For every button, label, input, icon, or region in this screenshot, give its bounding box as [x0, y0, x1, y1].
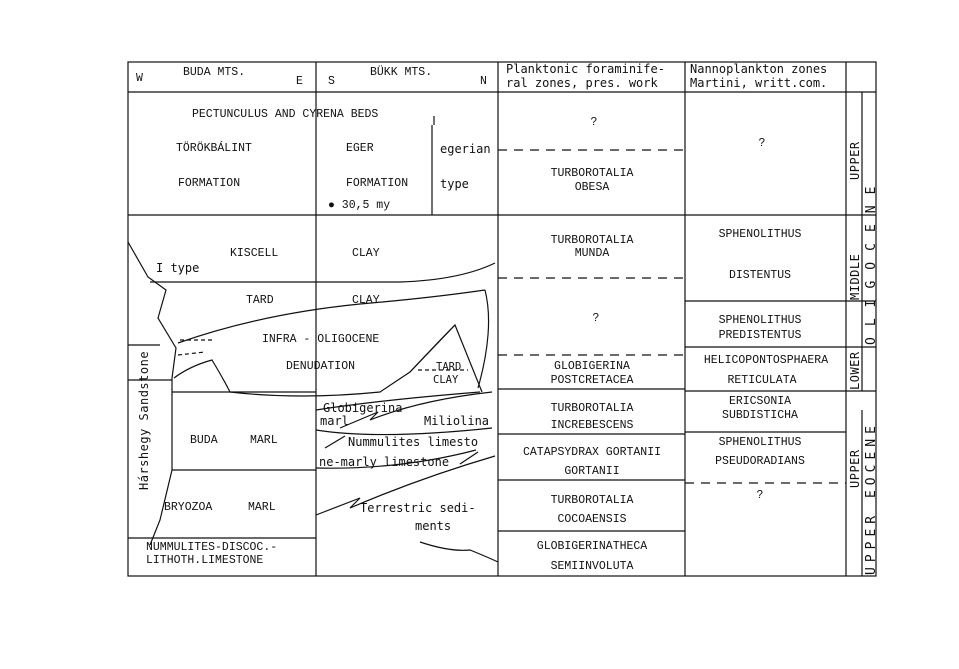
denudation-label: DENUDATION — [286, 360, 356, 373]
bryozoa-marl: MARL — [248, 501, 276, 514]
stage-upper-eocene-sub: UPPER — [848, 449, 862, 488]
foram-obesa-1: TURBOROTALIA — [550, 167, 634, 180]
nanno-pseudoradians-1: SPHENOLITHUS — [718, 436, 802, 449]
stage-middle: MIDDLE — [848, 253, 862, 300]
nanno-helicopontosphaera-2: RETICULATA — [727, 374, 797, 387]
header-foram-1: Planktonic foraminife- — [506, 62, 665, 76]
nanno-predistentus-1: SPHENOLITHUS — [718, 314, 802, 327]
harshegy-sandstone: Hárshegy Sandstone — [137, 350, 151, 490]
nummulites-discoc-2: LITHOTH.LIMESTONE — [146, 554, 264, 567]
foram-obesa-2: OBESA — [574, 181, 610, 194]
stage-upper-eocene: UPPER EOCENE — [864, 421, 879, 575]
nanno-helicopontosphaera-1: HELICOPONTOSPHAERA — [703, 354, 829, 367]
header-buda-mts: BUDA MTS. — [183, 66, 246, 79]
foram-semiinvoluta-2: SEMIINVOLUTA — [550, 560, 634, 573]
foram-munda-2: MUNDA — [574, 247, 610, 260]
foram-question-1: ? — [590, 116, 598, 129]
nanno-predistentus-2: PREDISTENTUS — [718, 329, 802, 342]
nanno-ericsonia-2: SUBDISTICHA — [722, 409, 798, 422]
foram-cocoaensis-2: COCOAENSIS — [557, 513, 627, 526]
header-s: S — [328, 75, 335, 88]
buda-marl: MARL — [250, 434, 278, 447]
nanno-distentus-2: DISTENTUS — [728, 269, 792, 282]
nanno-distentus-1: SPHENOLITHUS — [718, 228, 802, 241]
kiscell-label: KISCELL — [230, 247, 279, 260]
torokbalint-formation: FORMATION — [178, 177, 241, 190]
foram-increbescens-2: INCREBESCENS — [550, 419, 634, 432]
nummulites-discoc-1: NUMMULITES-DISCOC.- — [146, 541, 278, 554]
nanno-ericsonia-1: ERICSONIA — [728, 395, 792, 408]
header-e: E — [296, 75, 303, 88]
clay-small: CLAY — [433, 374, 459, 386]
terrestric-2: ments — [415, 519, 452, 533]
foram-munda-1: TURBOROTALIA — [550, 234, 634, 247]
torokbalint-label: TÖRÖKBÁLINT — [176, 142, 252, 155]
miliolina-label: Miliolina — [424, 414, 490, 428]
foram-increbescens-1: TURBOROTALIA — [550, 402, 634, 415]
nummulites-limestone-1: Nummulites limesto — [348, 435, 479, 449]
tard-label: TARD — [246, 294, 274, 307]
foram-semiinvoluta-1: GLOBIGERINATHECA — [536, 540, 648, 553]
nanno-question-1: ? — [758, 137, 766, 150]
buda-label: BUDA — [190, 434, 218, 447]
tard-clay: CLAY — [352, 294, 380, 307]
pectunculus-beds: PECTUNCULUS AND CYRENA BEDS — [192, 108, 379, 121]
foram-catapsydrax-2: GORTANII — [564, 465, 620, 478]
terrestric-1: Terrestric sedi- — [360, 501, 476, 515]
globigerina-marl-2: marl — [320, 414, 349, 428]
kiscell-clay: CLAY — [352, 247, 380, 260]
stage-oligocene: OLIGOCENE — [864, 175, 879, 345]
foram-catapsydrax-1: CATAPSYDRAX GORTANII — [522, 446, 662, 459]
i-type-label: I type — [156, 261, 200, 275]
header-nanno-1: Nannoplankton zones — [690, 62, 828, 76]
stage-lower: LOWER — [848, 351, 862, 390]
age-30-5-my: ● 30,5 my — [328, 199, 391, 212]
header-n: N — [480, 75, 487, 88]
globigerina-marl-1: Globigerina — [323, 401, 403, 415]
foram-cocoaensis-1: TURBOROTALIA — [550, 494, 634, 507]
foram-globigerina-2: POSTCRETACEA — [550, 374, 634, 387]
egerian-type: type — [440, 177, 469, 191]
bryozoa-label: BRYOZOA — [164, 501, 213, 514]
stage-upper-oligocene: UPPER — [848, 141, 862, 180]
nanno-question-2: ? — [756, 489, 764, 502]
eger-formation: FORMATION — [346, 177, 409, 190]
header-foram-2: ral zones, pres. work — [506, 76, 658, 90]
infra-oligocene: INFRA - OLIGOCENE — [262, 333, 380, 346]
header-nanno-2: Martini, writt.com. — [690, 76, 828, 90]
eger-label: EGER — [346, 142, 374, 155]
tard-small: TARD — [436, 361, 462, 373]
nanno-pseudoradians-2: PSEUDORADIANS — [715, 455, 805, 468]
header-w: W — [136, 72, 143, 85]
foram-question-2: ? — [592, 312, 600, 325]
egerian-label: egerian — [440, 142, 491, 156]
nummulites-limestone-2: ne-marly limestone — [319, 455, 450, 469]
header-bukk-mts: BÜKK MTS. — [370, 66, 433, 79]
foram-globigerina-1: GLOBIGERINA — [554, 360, 630, 373]
